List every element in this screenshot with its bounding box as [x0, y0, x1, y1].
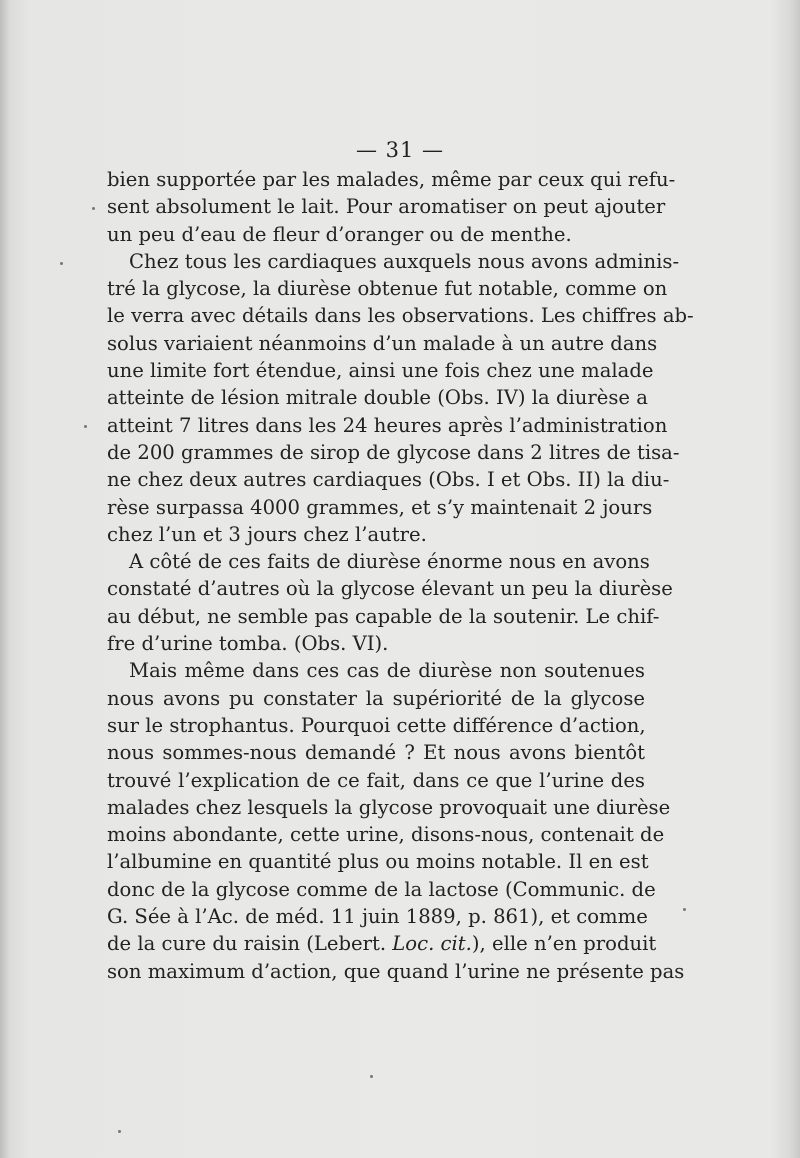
- text-line: solus variaient néanmoins d’un malade à un autre dans: [107, 331, 658, 355]
- text-line: nous sommes-nous demandé ? Et nous avons bientôt: [107, 741, 645, 765]
- speck: [118, 1130, 121, 1133]
- text-line: tré la glycose, la diurèse obtenue fut notable, comme on: [107, 277, 668, 301]
- text-line: Mais même dans ces cas de diurèse non soutenues: [129, 659, 645, 683]
- text-line: chez l’un et 3 jours chez l’autre.: [107, 522, 427, 546]
- speck: [60, 262, 63, 265]
- text-line: nous avons pu constater la supériorité de la glycose: [107, 686, 645, 710]
- text-line: un peu d’eau de fleur d’oranger ou de menthe.: [107, 222, 572, 246]
- text-line: rèse surpassa 4000 grammes, et s’y maintenait 2 jours: [107, 495, 653, 519]
- text-line: sur le strophantus. Pourquoi cette différence d’action,: [107, 713, 646, 737]
- speck: [683, 908, 686, 911]
- text-line: de 200 grammes de sirop de glycose dans 2 litres de tisa-: [107, 440, 680, 464]
- page-number: — 31 —: [355, 138, 445, 162]
- speck: [370, 1075, 373, 1078]
- text-line: atteinte de lésion mitrale double (Obs. IV) la diurèse a: [107, 386, 648, 410]
- text-line: G. Sée à l’Ac. de méd. 11 juin 1889, p. 861), et comme: [107, 905, 648, 929]
- text-line: de la cure du raisin (Lebert. Loc. cit.), elle n’en produit: [107, 932, 657, 956]
- text-line: son maximum d’action, que quand l’urine ne présente pas: [107, 959, 685, 983]
- text-line: sent absolument le lait. Pour aromatiser on peut ajouter: [107, 195, 666, 219]
- text-line: le verra avec détails dans les observations. Les chiffres ab-: [107, 304, 694, 328]
- text-line: bien supportée par les malades, même par ceux qui refu-: [107, 168, 676, 191]
- text-line: constaté d’autres où la glycose élevant un peu la diurèse: [107, 577, 673, 601]
- speck: [84, 425, 87, 428]
- text-line: au début, ne semble pas capable de la soutenir. Le chif-: [107, 604, 660, 628]
- body-text: [107, 166, 694, 985]
- text-line: ne chez deux autres cardiaques (Obs. I et Obs. II) la diu-: [107, 468, 670, 492]
- speck: [92, 207, 95, 210]
- text-line: Chez tous les cardiaques auxquels nous avons adminis-: [129, 249, 680, 273]
- text-line: une limite fort étendue, ainsi une fois chez une malade: [107, 359, 654, 383]
- text-line: moins abondante, cette urine, disons-nous, contenait de: [107, 823, 665, 847]
- text-line: fre d’urine tomba. (Obs. VI).: [107, 632, 389, 656]
- text-line: donc de la glycose comme de la lactose (Communic. de: [107, 877, 656, 901]
- text-line: malades chez lesquels la glycose provoquait une diurèse: [107, 795, 671, 819]
- text-line: trouvé l’explication de ce fait, dans ce que l’urine des: [107, 768, 645, 792]
- text-line: l’albumine en quantité plus ou moins notable. Il en est: [107, 850, 649, 874]
- text-line: A côté de ces faits de diurèse énorme nous en avons: [129, 550, 650, 574]
- text-line: atteint 7 litres dans les 24 heures après l’administration: [107, 413, 668, 437]
